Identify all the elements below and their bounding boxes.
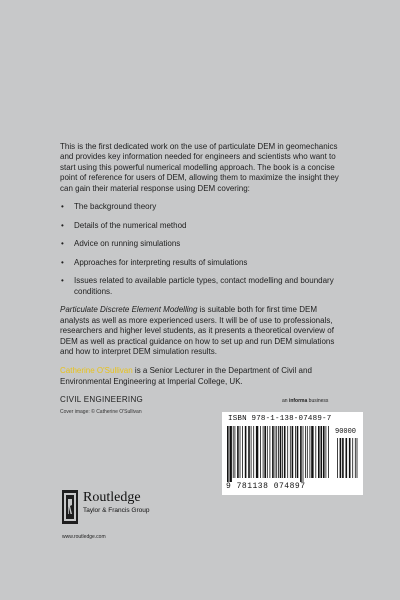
subject-category: CIVIL ENGINEERING [60,395,144,405]
barcode-bar [264,426,266,478]
barcode-bar [251,426,252,478]
audience-paragraph [60,305,348,357]
barcode-bar [233,426,234,478]
barcode-bar [337,438,338,478]
barcode-bar [230,426,232,482]
barcode-bar [307,426,308,478]
barcode-bar [295,426,296,478]
topic-list [60,202,348,297]
isbn-barcode [222,412,363,495]
barcode-bar [326,426,327,478]
informa-name: informa [288,398,308,404]
barcode-bar [305,426,306,478]
barcode-bar [245,426,247,478]
barcode-bar [349,438,351,478]
barcode-bar [355,438,356,478]
topic-item: • Issues related to available particle types, contact modelling and boundary conditions. [60,276,348,297]
barcode-bar [280,426,282,478]
barcode-bar [237,426,239,478]
barcode-bar [315,426,316,478]
ean-barcode-bars [226,426,332,482]
barcode-bar [275,426,276,478]
barcode-bar [300,426,302,482]
barcode-bar [287,426,288,478]
author-bio-text: is a Senior Lecturer in the Department of Civil and Environmental Engineering at Imperial College, UK. [60,366,312,386]
barcode-bar [240,426,241,478]
barcode-bar [303,426,304,482]
barcode-bar [278,426,279,478]
informa-prefix: an [282,398,289,404]
publisher-block [83,490,149,514]
barcode-bar [352,438,353,478]
publisher-website: www.routledge.com [62,534,106,540]
barcode-bar [357,438,358,478]
barcode-bar [282,426,283,478]
barcode-bar [256,426,258,478]
barcode-bar [235,426,236,478]
author-name: Catherine O'Sullivan [60,366,133,376]
book-title: Particulate Discrete Element Modelling [60,305,198,315]
publisher-group: Taylor & Francis Group [83,507,150,514]
back-cover-blurb [60,142,348,417]
ean-digits: 9 781138 074897 [226,482,306,491]
barcode-bar [342,438,344,478]
topic-item: • Advice on running simulations [60,239,348,249]
barcode-bar [227,426,229,482]
topic-item: • The background theory [60,202,348,212]
price-addon-digits: 90000 [335,428,357,436]
barcode-bar [290,426,291,478]
barcode-bar [272,426,274,478]
barcode-bar [260,426,261,478]
barcode-bar [267,426,268,478]
barcode-bar [276,426,277,478]
barcode-bar [321,426,323,478]
barcode-bar [242,426,243,478]
barcode-bar [328,426,329,478]
barcode-bar [340,438,342,478]
barcode-bar [297,426,299,478]
isbn-number: ISBN 978-1-138-07489-7 [228,415,332,423]
author-bio [60,366,348,387]
cover-image-credit: Cover image: © Catherine O'Sullivan [60,408,142,415]
barcode-bar [263,426,264,478]
barcode-bar [346,438,348,478]
publisher-name: Routledge [83,490,141,505]
barcode-bar [311,426,313,478]
barcode-bar [253,426,254,478]
routledge-logo [62,490,78,524]
barcode-bar [248,426,250,478]
barcode-bar [270,426,271,478]
informa-suffix: business [307,398,329,404]
barcode-bar [323,426,325,478]
intro-paragraph: This is the first dedicated work on the use of particulate DEM in geomechanics and provides key information needed for engineers and scientists who want to start using this powerful numerical modelling approach. The book is a concise point of reference for users of DEM, allowing them to maximize the insight they can gain their material response using DEM covering: [60,142,339,193]
addon-barcode-bars [336,438,360,482]
barcode-bar [318,426,320,478]
topic-item: • Approaches for interpreting results of simulations [60,258,348,268]
topic-item: • Details of the numerical method [60,221,348,231]
audience-text: is suitable both for first time DEM analysts as well as more experienced users. It will be of use to professionals, researchers and higher level students, as it presents a theoretical overview of DEM as well as practical guidance on how to set up and run DEM simulations and how to interpret DEM simulation results. [60,305,335,357]
informa-business-tag [282,398,328,404]
barcode-bar [310,426,311,478]
barcode-bar [292,426,294,478]
barcode-bar [284,426,286,478]
